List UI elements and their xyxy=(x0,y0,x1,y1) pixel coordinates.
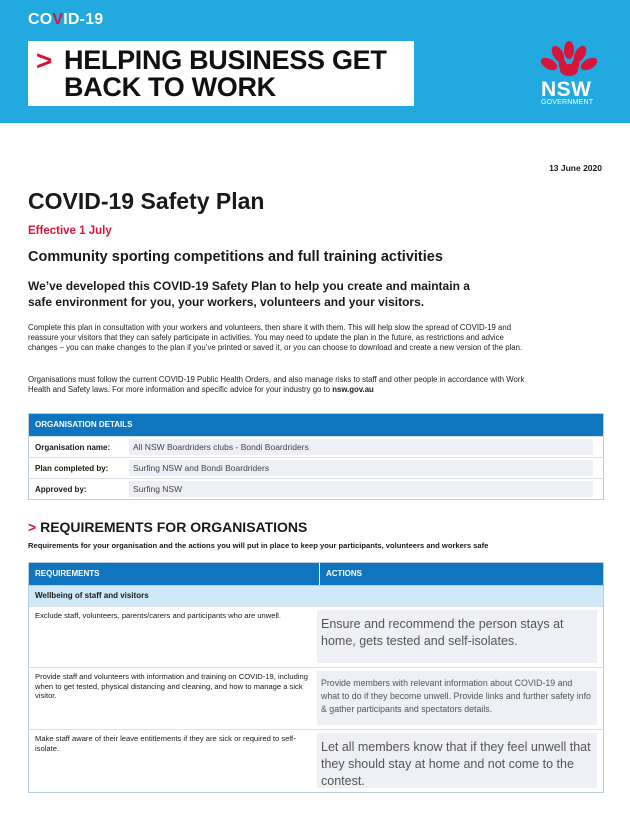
column-header-actions: ACTIONS xyxy=(326,569,362,578)
table-row xyxy=(29,478,603,499)
table-row xyxy=(29,457,603,478)
intro-text: We’ve developed this COVID-19 Safety Plan to help you create and maintain a safe environment for you, your workers, volunteers and your visitors. xyxy=(28,279,470,309)
table-row xyxy=(29,436,603,457)
document-date: 13 June 2020 xyxy=(549,163,602,173)
page-title: COVID-19 Safety Plan xyxy=(28,188,265,214)
field-label: Plan completed by: xyxy=(35,463,109,473)
action-field[interactable]: Provide members with relevant information about COVID-19 and what to do if they become unwell. Provide links and further safety info & gather participants and spectators details. xyxy=(317,671,597,725)
approved-by-field[interactable]: Surfing NSW xyxy=(129,481,593,497)
requirements-table xyxy=(28,562,604,793)
field-label: Organisation name: xyxy=(35,442,111,452)
chevron-icon: > xyxy=(36,45,53,76)
chevron-icon: > xyxy=(28,519,37,535)
requirement-text: Make staff aware of their leave entitlements if they are sick or required to self-isolate. xyxy=(35,734,296,753)
organisation-name-field[interactable]: All NSW Boardriders clubs - Bondi Boardriders xyxy=(129,439,593,455)
requirements-subheading: Requirements for your organisation and the actions you will put in place to keep your participants, volunteers and workers safe xyxy=(28,541,489,550)
requirements-table-header xyxy=(29,563,603,585)
field-label: Approved by: xyxy=(35,484,87,494)
paragraph-health-orders: Organisations must follow the current COVID-19 Public Health Orders, and also manage risks to staff and other people in accordance with Work Health and Safety laws. For more information and specific advice for your industry go to nsw.gov.au xyxy=(28,375,525,394)
headline: HELPING BUSINESS GET BACK TO WORK xyxy=(64,45,387,102)
organisation-details-header: ORGANISATION DETAILS xyxy=(29,414,603,436)
action-field[interactable]: Let all members know that if they feel unwell that they should stay at home and not come to the contest. xyxy=(317,733,597,788)
table-row xyxy=(29,606,603,667)
subtitle: Community sporting competitions and full training activities xyxy=(28,249,443,265)
organisation-details-table xyxy=(28,413,604,500)
paragraph-instructions: Complete this plan in consultation with your workers and volunteers, then share it with them. This will help slow the spread of COVID-19 and reassure your visitors that they can safely participate in activities. You may need to update the plan in the future, as restrictions and advice changes – you can make changes to the plan if you’ve printed or saved it, or you can choose to download and create a new version of the plan. xyxy=(28,323,523,352)
covid-tag: COVID-19 xyxy=(28,11,104,28)
logo-government-text: GOVERNMENT xyxy=(541,99,594,106)
requirement-text: Exclude staff, volunteers, parents/carers and participants who are unwell. xyxy=(35,611,281,620)
plan-completed-by-field[interactable]: Surfing NSW and Bondi Boardriders xyxy=(129,460,593,476)
header-banner xyxy=(0,0,630,123)
action-field[interactable]: Ensure and recommend the person stays at home, gets tested and self-isolates. xyxy=(317,610,597,663)
section-heading: Wellbeing of staff and visitors xyxy=(29,585,603,606)
logo-nsw-text: NSW xyxy=(541,78,592,101)
column-header-requirements: REQUIREMENTS xyxy=(29,563,320,585)
table-row xyxy=(29,667,603,729)
headline-box xyxy=(28,41,414,106)
nsw-link[interactable]: nsw.gov.au xyxy=(332,385,374,394)
table-row xyxy=(29,729,603,792)
covid-tag-highlight: V xyxy=(52,11,64,28)
effective-date: Effective 1 July xyxy=(28,225,112,237)
requirement-text: Provide staff and volunteers with information and training on COVID-19, including when to get tested, physical distancing and cleaning, and how to manage a sick visitor. xyxy=(35,672,308,700)
requirements-heading: > REQUIREMENTS FOR ORGANISATIONS xyxy=(28,519,308,535)
